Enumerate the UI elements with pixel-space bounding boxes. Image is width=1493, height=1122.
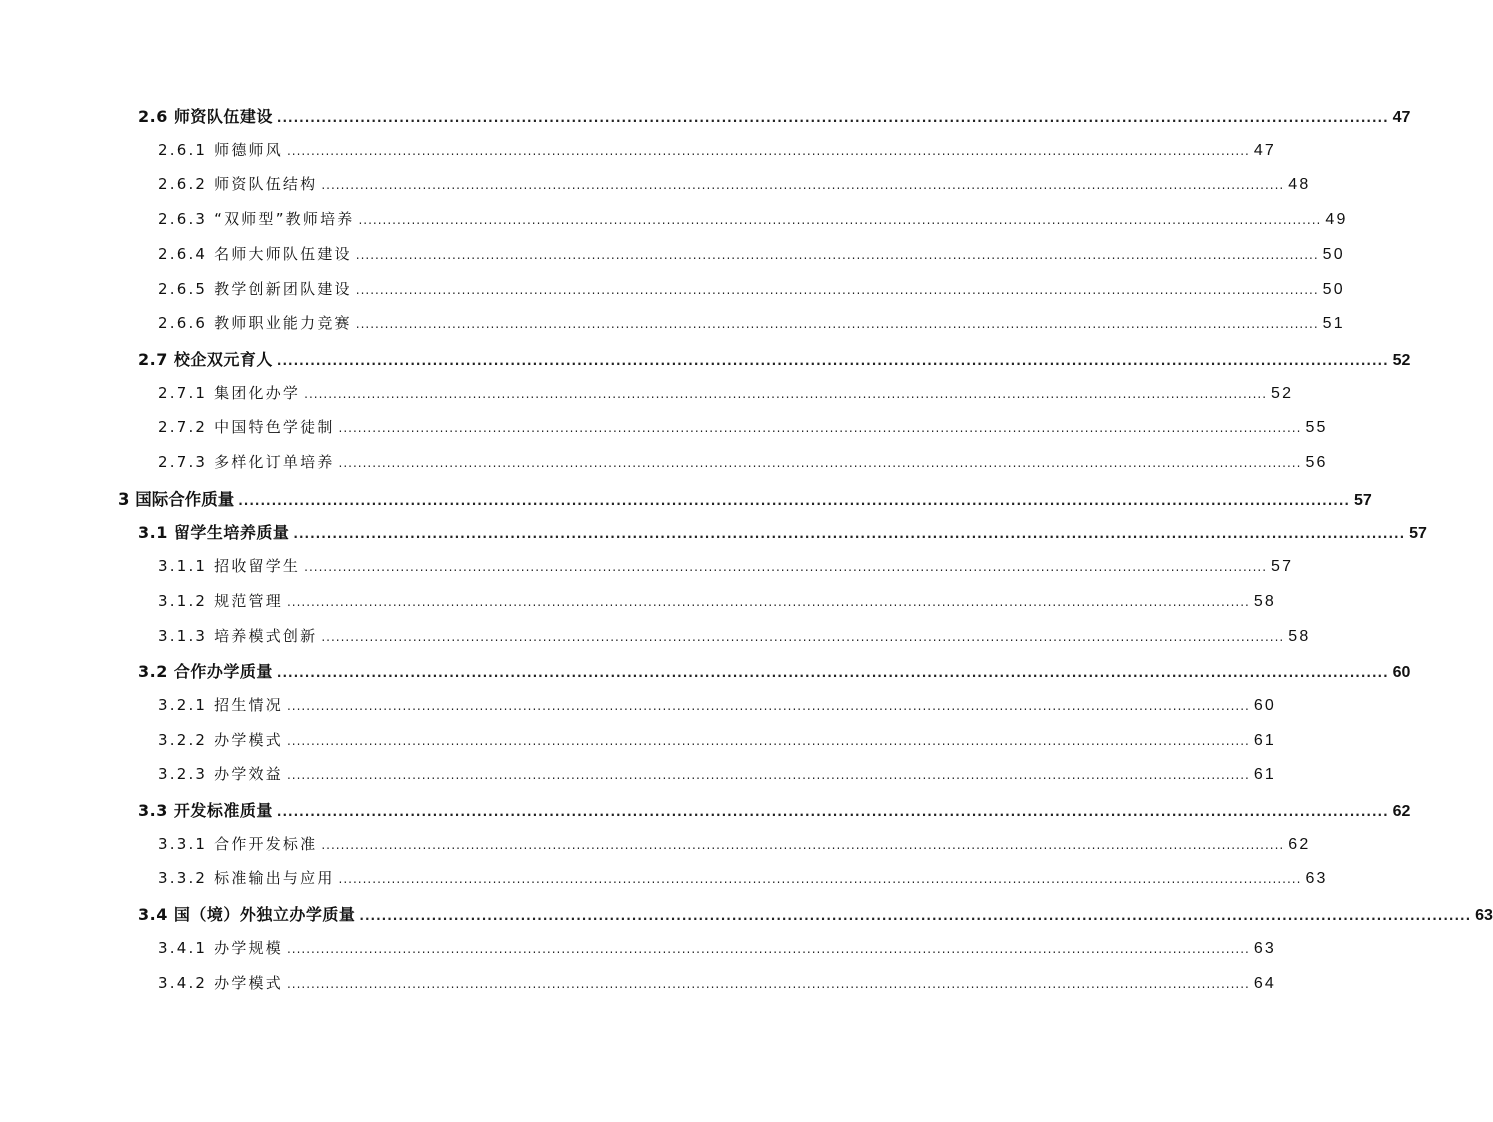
toc-page-number: 52 [1392, 351, 1411, 369]
toc-dot-leader: ........................................................................................................................................................................................................ [293, 527, 1406, 542]
toc-entry[interactable] [158, 625, 1311, 655]
toc-dot-leader: ........................................................................................................................................................................................................ [321, 629, 1285, 644]
toc-entry-title: 2.7.1 集团化办学 [158, 383, 301, 402]
toc-entry-title: 3.1.1 招收留学生 [158, 557, 301, 576]
toc-dot-leader: ........................................................................................................................................................................................................ [286, 698, 1250, 713]
toc-entry[interactable] [158, 937, 1277, 967]
toc-entry[interactable] [158, 763, 1277, 793]
toc-dot-leader: ........................................................................................................................................................................................................ [286, 594, 1250, 609]
toc-page-number: 61 [1253, 731, 1277, 749]
toc-page-number: 57 [1353, 491, 1372, 509]
toc-dot-leader: ........................................................................................................................................................................................................ [358, 213, 1322, 228]
toc-entry-title: 3.2.1 招生情况 [158, 695, 283, 714]
toc-dot-leader: ........................................................................................................................................................................................................ [238, 493, 1350, 508]
toc-entry[interactable] [158, 451, 1328, 481]
toc-entry-title: 3.1 留学生培养质量 [138, 523, 290, 543]
toc-page-number: 49 [1325, 211, 1348, 229]
toc-page-number: 57 [1271, 558, 1294, 576]
toc-entry[interactable] [118, 486, 1372, 516]
toc-entry-title: 3.2 合作办学质量 [138, 662, 273, 682]
toc-page-number: 52 [1271, 384, 1294, 402]
toc-entry[interactable] [158, 555, 1294, 585]
toc-entry[interactable] [138, 347, 1411, 377]
toc-dot-leader: ........................................................................................................................................................................................................ [321, 178, 1285, 193]
toc-dot-leader: ........................................................................................................................................................................................................ [286, 941, 1250, 956]
toc-entry[interactable] [158, 867, 1328, 897]
toc-entry[interactable] [158, 278, 1345, 308]
toc-entry-title: 2.7 校企双元育人 [138, 349, 273, 369]
toc-entry-title: 3.4 国（境）外独立办学质量 [138, 905, 356, 925]
toc-page-number: 48 [1288, 176, 1311, 194]
toc-entry-title: 3.3.1 合作开发标准 [158, 834, 318, 853]
toc-page-number: 62 [1392, 803, 1411, 820]
toc-dot-leader: ........................................................................................................................................................................................................ [338, 872, 1302, 887]
toc-page-number: 57 [1409, 525, 1427, 543]
toc-entry-title: 2.6.6 教师职业能力竞赛 [158, 314, 352, 333]
toc-page-number: 64 [1253, 974, 1277, 992]
toc-entry-title: 3.2.2 办学模式 [158, 730, 283, 749]
toc-entry-title: 2.6 师资队伍建设 [138, 107, 273, 126]
toc-dot-leader: ........................................................................................................................................................................................................ [276, 111, 1389, 125]
toc-entry[interactable] [138, 104, 1411, 134]
toc-entry-title: 3.1.3 培养模式创新 [158, 626, 318, 645]
toc-entry-title: 2.7.2 中国特色学徒制 [158, 418, 335, 437]
toc-entry-title: 2.6.1 师德师风 [158, 140, 283, 159]
toc-dot-leader: ........................................................................................................................................................................................................ [355, 247, 1319, 262]
toc-page-number: 63 [1253, 939, 1277, 957]
toc-entry-title: 2.7.3 多样化订单培养 [158, 453, 335, 471]
toc-page-number: 50 [1322, 245, 1345, 263]
toc-entry[interactable] [158, 729, 1277, 759]
toc-page-number: 63 [1475, 907, 1493, 925]
toc-entry[interactable] [158, 382, 1294, 412]
toc-page-number: 58 [1253, 592, 1277, 610]
toc-dot-leader: ........................................................................................................................................................................................................ [304, 386, 1268, 401]
toc-dot-leader: ........................................................................................................................................................................................................ [276, 666, 1389, 681]
toc-entry[interactable] [158, 312, 1345, 342]
toc-entry[interactable] [158, 173, 1311, 203]
toc-page-number: 58 [1288, 627, 1311, 645]
toc-dot-leader: ........................................................................................................................................................................................................ [359, 909, 1472, 924]
toc-entry[interactable] [158, 972, 1277, 1002]
toc-entry[interactable] [138, 798, 1411, 828]
toc-entry-title: 2.6.2 师资队伍结构 [158, 175, 318, 194]
toc-dot-leader: ........................................................................................................................................................................................................ [286, 143, 1250, 158]
toc-page-number: 60 [1392, 664, 1411, 682]
toc-entry[interactable] [158, 590, 1277, 620]
toc-entry[interactable] [138, 659, 1411, 689]
toc-entry-title: 2.6.5 教学创新团队建设 [158, 279, 352, 298]
toc-page-number: 47 [1253, 141, 1277, 159]
toc-entry[interactable] [158, 416, 1328, 446]
toc-entry[interactable] [158, 208, 1348, 238]
toc-page-number: 47 [1392, 109, 1411, 126]
toc-dot-leader: ........................................................................................................................................................................................................ [338, 456, 1302, 470]
toc-dot-leader: ........................................................................................................................................................................................................ [286, 768, 1250, 783]
toc-page-number: 60 [1253, 696, 1277, 714]
toc-dot-leader: ........................................................................................................................................................................................................ [276, 805, 1389, 819]
toc-entry-title: 2.6.4 名师大师队伍建设 [158, 244, 352, 263]
toc-entry-title: 3.4.1 办学规模 [158, 938, 283, 957]
toc-entry[interactable] [158, 243, 1345, 273]
toc-page-number: 51 [1322, 315, 1345, 333]
toc-dot-leader: ........................................................................................................................................................................................................ [355, 282, 1319, 297]
toc-page-number: 50 [1322, 280, 1345, 298]
toc-entry-title: 3.2.3 办学效益 [158, 765, 283, 784]
toc-page-number: 56 [1305, 454, 1328, 471]
toc-entry-title: 3.3.2 标准输出与应用 [158, 869, 335, 888]
toc-entry[interactable] [138, 520, 1427, 550]
toc-dot-leader: ........................................................................................................................................................................................................ [321, 837, 1285, 852]
toc-dot-leader: ........................................................................................................................................................................................................ [286, 733, 1250, 748]
toc-dot-leader: ........................................................................................................................................................................................................ [286, 976, 1250, 991]
toc-dot-leader: ........................................................................................................................................................................................................ [276, 353, 1389, 368]
toc-page-number: 61 [1253, 766, 1277, 784]
toc-page-number: 55 [1305, 419, 1328, 437]
toc-dot-leader: ........................................................................................................................................................................................................ [355, 317, 1319, 332]
toc-entry-title: 3.1.2 规范管理 [158, 591, 283, 610]
toc-page-number: 63 [1305, 870, 1328, 888]
toc-entry[interactable] [138, 902, 1493, 932]
toc-dot-leader: ........................................................................................................................................................................................................ [338, 421, 1302, 436]
toc-page-number: 62 [1288, 835, 1311, 853]
toc-entry-title: 3.4.2 办学模式 [158, 973, 283, 992]
toc-entry-title: 3 国际合作质量 [118, 489, 235, 509]
toc-entry[interactable] [158, 694, 1277, 724]
toc-entry[interactable] [158, 139, 1277, 169]
toc-entry-title: 3.3 开发标准质量 [138, 801, 273, 820]
toc-entry[interactable] [158, 833, 1311, 863]
toc-entry-title: 2.6.3 “双师型”教师培养 [158, 210, 355, 229]
toc-dot-leader: ........................................................................................................................................................................................................ [304, 560, 1268, 575]
